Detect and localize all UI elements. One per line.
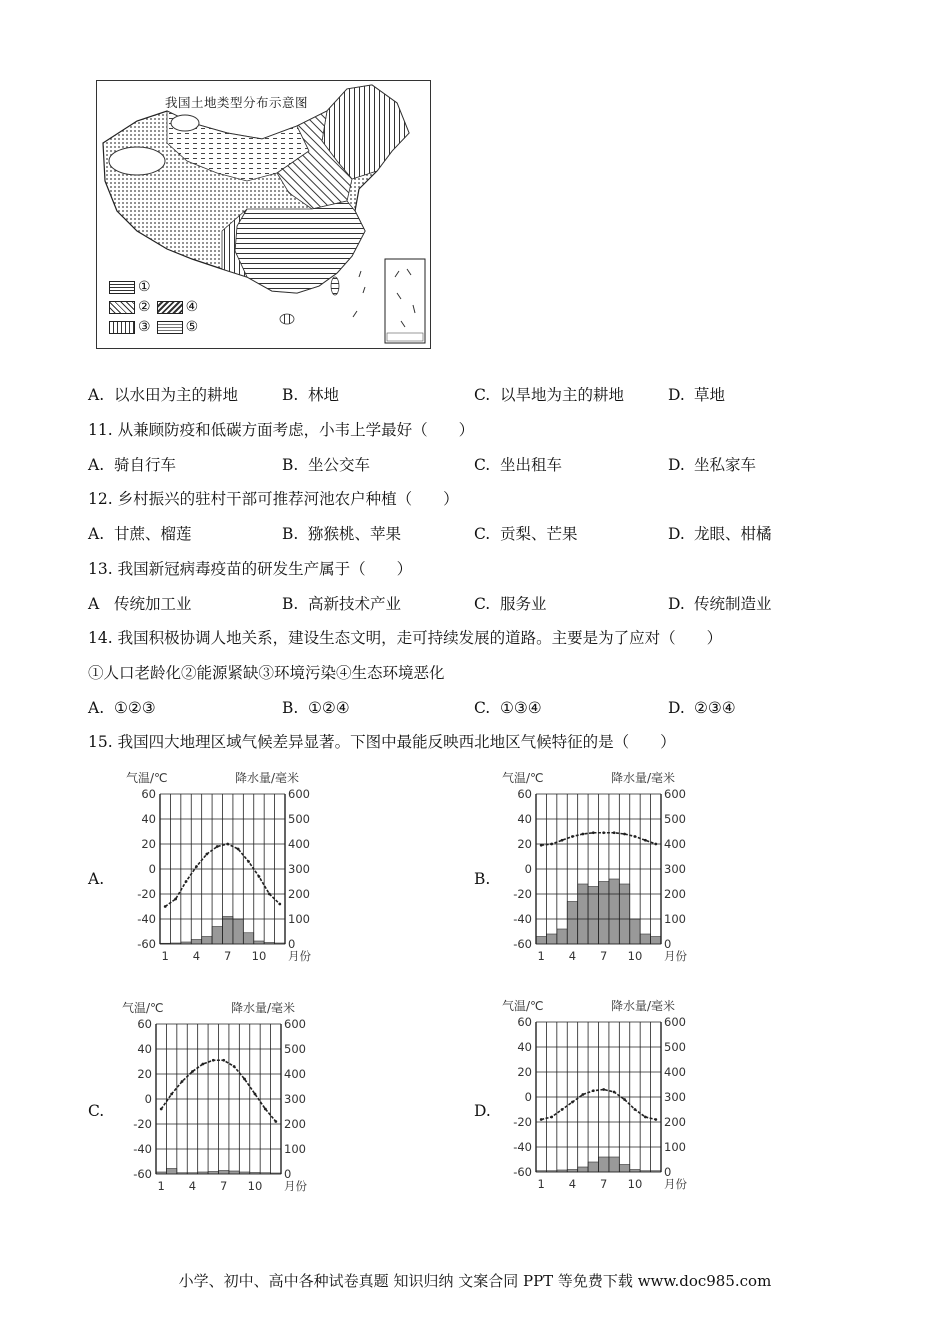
temperature-point	[592, 1089, 595, 1092]
option-key: C.	[474, 595, 491, 613]
option-text: 传统加工业	[114, 595, 192, 613]
legend-label: ②	[138, 299, 151, 315]
left-tick-label: 20	[137, 1067, 152, 1081]
option-text: 服务业	[500, 595, 547, 613]
q12-stem: 12. 乡村振兴的驻村干部可推荐河池农户种植（ ）	[88, 490, 459, 508]
legend-label: ④	[185, 299, 199, 315]
right-tick-label: 300	[284, 1092, 306, 1106]
temperature-point	[654, 1118, 657, 1121]
left-tick-label: 0	[524, 1090, 532, 1104]
temperature-point	[654, 843, 657, 846]
right-tick-label: 300	[288, 862, 310, 876]
chart-option-c-letter[interactable]: C.	[88, 1102, 105, 1120]
option-text: ①③④	[500, 699, 542, 717]
left-tick-label: -60	[137, 937, 156, 951]
chart-option-a-letter[interactable]: A.	[88, 870, 105, 888]
option-key: A.	[88, 386, 105, 404]
precip-bar	[609, 1157, 619, 1172]
precip-bar	[212, 927, 222, 945]
x-tick-label: 7	[600, 1177, 608, 1191]
precip-bar	[630, 919, 640, 944]
option-key: B.	[282, 456, 299, 474]
temperature-point	[602, 831, 605, 834]
precip-bar	[233, 919, 243, 944]
x-tick-label: 10	[627, 1177, 643, 1191]
q12-option-d[interactable]	[668, 524, 772, 544]
q13-option-b[interactable]	[282, 594, 401, 614]
option-text: 甘蔗、榴莲	[114, 525, 192, 543]
option-key: B.	[282, 525, 299, 543]
legend-label: ①	[138, 279, 151, 295]
temperature-point	[550, 843, 553, 846]
option-key: A.	[88, 525, 105, 543]
right-tick-label: 400	[664, 837, 686, 851]
legend-label: ③	[138, 319, 151, 335]
temperature-point	[191, 1070, 194, 1073]
precip-bar	[619, 1165, 629, 1173]
left-tick-label: 60	[517, 787, 532, 801]
left-tick-label: 60	[137, 1017, 152, 1031]
option-key: B.	[282, 699, 299, 717]
precip-bar	[191, 940, 201, 945]
precip-bar	[536, 937, 546, 945]
left-tick-label: -20	[133, 1117, 152, 1131]
option-key: D.	[668, 525, 685, 543]
right-tick-label: 200	[288, 887, 310, 901]
option-text: 骑自行车	[114, 456, 177, 474]
precip-bar	[578, 884, 588, 944]
legend-swatch	[109, 321, 135, 334]
right-tick-label: 100	[664, 1140, 686, 1154]
q13-option-d[interactable]	[668, 594, 772, 614]
x-tick-label: 4	[192, 949, 201, 963]
option-key: A	[88, 595, 100, 613]
legend-item-2	[109, 299, 198, 315]
x-axis-title: 月份	[288, 949, 311, 963]
precip-bar	[609, 879, 619, 944]
left-tick-label: 60	[141, 787, 156, 801]
temperature-point	[160, 1108, 163, 1111]
right-tick-label: 200	[284, 1117, 306, 1131]
left-tick-label: 40	[137, 1042, 152, 1056]
q10-option-a[interactable]	[88, 385, 238, 405]
q10-option-b[interactable]	[282, 385, 339, 405]
temperature-point	[623, 833, 626, 836]
precip-bar	[599, 882, 609, 945]
temperature-point	[226, 843, 229, 846]
option-key: B.	[282, 595, 299, 613]
option-text: 坐公交车	[308, 456, 371, 474]
legend-swatch	[157, 321, 183, 334]
temperature-point	[581, 833, 584, 836]
option-key: D.	[668, 699, 685, 717]
temperature-point	[181, 1080, 184, 1083]
right-tick-label: 100	[284, 1142, 306, 1156]
q11-option-b[interactable]	[282, 455, 370, 475]
left-tick-label: -60	[133, 1167, 152, 1181]
x-tick-label: 4	[188, 1179, 197, 1193]
temperature-point	[201, 1063, 204, 1066]
left-tick-label: -40	[133, 1142, 152, 1156]
x-tick-label: 7	[224, 949, 232, 963]
temperature-point	[222, 1059, 225, 1062]
option-key: D.	[668, 456, 685, 474]
option-text: 以水田为主的耕地	[114, 386, 239, 404]
option-text: 坐私家车	[694, 456, 757, 474]
option-text: 林地	[308, 386, 340, 404]
option-text: 猕猴桃、苹果	[308, 525, 402, 543]
right-tick-label: 400	[288, 837, 310, 851]
precip-bar	[557, 929, 567, 944]
option-text: 贡梨、芒果	[500, 525, 578, 543]
right-tick-label: 300	[664, 862, 686, 876]
temperature-point	[164, 905, 167, 908]
climate-chart-d	[496, 994, 696, 1194]
option-text: 高新技术产业	[308, 595, 402, 613]
chart-option-d-letter[interactable]: D.	[474, 1102, 491, 1120]
left-axis-title: 气温/℃	[122, 1001, 164, 1015]
x-tick-label: 4	[568, 949, 577, 963]
temperature-point	[274, 1120, 277, 1123]
right-tick-label: 400	[664, 1065, 686, 1079]
land-type-map	[96, 80, 431, 349]
map-title: 我国土地类型分布示意图	[165, 95, 309, 110]
right-tick-label: 100	[664, 912, 686, 926]
right-axis-title: 降水量/毫米	[231, 1001, 296, 1015]
temperature-point	[592, 831, 595, 834]
right-tick-label: 200	[664, 887, 686, 901]
x-axis-title: 月份	[664, 949, 687, 963]
left-tick-label: -20	[137, 887, 156, 901]
temperature-point	[561, 1108, 564, 1111]
right-tick-label: 500	[288, 812, 310, 826]
temperature-point	[634, 835, 637, 838]
option-text: 龙眼、柑橘	[694, 525, 772, 543]
right-tick-label: 500	[664, 812, 686, 826]
temperature-point	[216, 845, 219, 848]
q13-option-c[interactable]	[474, 594, 547, 614]
q14-option-b[interactable]	[282, 698, 350, 718]
x-tick-label: 7	[600, 949, 608, 963]
option-key: B.	[282, 386, 299, 404]
right-tick-label: 500	[284, 1042, 306, 1056]
q12-option-c[interactable]	[474, 524, 578, 544]
left-tick-label: 20	[517, 1065, 532, 1079]
left-tick-label: 0	[148, 862, 156, 876]
x-tick-label: 1	[161, 949, 169, 963]
x-axis-title: 月份	[284, 1179, 307, 1193]
right-axis-title: 降水量/毫米	[611, 999, 676, 1013]
q11-stem: 11. 从兼顾防疫和低碳方面考虑，小韦上学最好（ ）	[88, 421, 475, 439]
temperature-point	[571, 835, 574, 838]
page-footer: 小学、初中、高中各种试卷真题 知识归纳 文案合同 PPT 等免费下载 www.doc985.com	[178, 1272, 772, 1290]
temperature-point	[540, 1118, 543, 1121]
left-tick-label: 40	[517, 812, 532, 826]
right-tick-label: 500	[664, 1040, 686, 1054]
temperature-point	[613, 1091, 616, 1094]
q11-option-a[interactable]	[88, 455, 176, 475]
temperature-point	[613, 831, 616, 834]
temperature-point	[550, 1116, 553, 1119]
temperature-point	[540, 844, 543, 847]
option-key: C.	[474, 386, 491, 404]
right-axis-title: 降水量/毫米	[235, 771, 300, 785]
left-tick-label: 20	[517, 837, 532, 851]
right-tick-label: 600	[664, 1015, 686, 1029]
temperature-point	[581, 1093, 584, 1096]
option-text: 以旱地为主的耕地	[500, 386, 625, 404]
option-text: 坐出租车	[500, 456, 563, 474]
left-tick-label: 20	[141, 837, 156, 851]
temperature-point	[264, 1108, 267, 1111]
option-text: 传统制造业	[694, 595, 772, 613]
option-text: ②③④	[694, 699, 736, 717]
left-tick-label: 40	[517, 1040, 532, 1054]
left-tick-label: -40	[513, 1140, 532, 1154]
option-key: A.	[88, 699, 105, 717]
temperature-point	[247, 860, 250, 863]
left-tick-label: -40	[513, 912, 532, 926]
x-tick-label: 10	[627, 949, 643, 963]
x-tick-label: 4	[568, 1177, 577, 1191]
right-tick-label: 0	[664, 1165, 672, 1179]
temperature-point	[205, 853, 208, 856]
option-key: A.	[88, 456, 105, 474]
legend-swatch	[109, 301, 135, 314]
legend-swatch	[109, 281, 135, 294]
right-tick-label: 600	[288, 787, 310, 801]
temperature-point	[268, 893, 271, 896]
x-tick-label: 1	[537, 1177, 545, 1191]
q10-option-c[interactable]	[474, 385, 624, 405]
temperature-point	[185, 880, 188, 883]
x-tick-label: 1	[157, 1179, 165, 1193]
temperature-point	[634, 1108, 637, 1111]
precip-bar	[546, 934, 556, 944]
right-tick-label: 400	[284, 1067, 306, 1081]
precip-bar	[619, 884, 629, 944]
left-tick-label: 0	[524, 862, 532, 876]
temperature-point	[170, 1093, 173, 1096]
legend-swatch	[157, 301, 183, 314]
x-tick-label: 10	[247, 1179, 263, 1193]
q14-option-a[interactable]	[88, 698, 156, 718]
temperature-point	[258, 875, 261, 878]
temperature-point	[644, 1116, 647, 1119]
precip-bar	[588, 1162, 598, 1172]
temperature-point	[254, 1093, 257, 1096]
precip-bar	[588, 887, 598, 945]
left-axis-title: 气温/℃	[126, 771, 168, 785]
temperature-point	[561, 839, 564, 842]
temperature-point	[571, 1101, 574, 1104]
precip-bar	[229, 1171, 239, 1174]
temperature-point	[195, 865, 198, 868]
climate-chart-b	[496, 766, 696, 966]
left-axis-title: 气温/℃	[502, 771, 544, 785]
precip-bar	[202, 937, 212, 945]
right-tick-label: 0	[664, 937, 672, 951]
option-text: ①②③	[114, 699, 156, 717]
precip-bar	[578, 1167, 588, 1172]
q13-stem: 13. 我国新冠病毒疫苗的研发生产属于（ ）	[88, 560, 413, 578]
left-tick-label: 40	[141, 812, 156, 826]
option-text: 草地	[694, 386, 726, 404]
legend-item-3	[109, 319, 198, 335]
q14-stem: 14. 我国积极协调人地关系，建设生态文明，走可持续发展的道路。主要是为了应对（ ）	[88, 629, 723, 647]
q10-option-d[interactable]	[668, 385, 725, 405]
right-tick-label: 0	[288, 937, 296, 951]
temperature-point	[233, 1065, 236, 1068]
right-tick-label: 300	[664, 1090, 686, 1104]
legend-label: ⑤	[185, 319, 199, 335]
q11-option-c[interactable]	[474, 455, 562, 475]
left-tick-label: -20	[513, 887, 532, 901]
option-key: C.	[474, 699, 491, 717]
left-tick-label: -60	[513, 1165, 532, 1179]
temperature-point	[644, 839, 647, 842]
temperature-point	[212, 1059, 215, 1062]
q11-option-d[interactable]	[668, 455, 756, 475]
x-axis-title: 月份	[664, 1177, 687, 1191]
precip-bar	[640, 934, 650, 944]
precip-bar	[599, 1157, 609, 1172]
temperature-point	[623, 1098, 626, 1101]
left-tick-label: -60	[513, 937, 532, 951]
option-key: D.	[668, 386, 685, 404]
option-key: C.	[474, 525, 491, 543]
left-tick-label: -20	[513, 1115, 532, 1129]
q12-option-a[interactable]	[88, 524, 192, 544]
right-tick-label: 100	[288, 912, 310, 926]
right-tick-label: 200	[664, 1115, 686, 1129]
q14-statements: ①人口老龄化②能源紧缺③环境污染④生态环境恶化	[88, 664, 445, 682]
left-tick-label: 60	[517, 1015, 532, 1029]
climate-chart-a	[120, 766, 320, 966]
left-tick-label: -40	[137, 912, 156, 926]
precip-bar	[651, 937, 661, 945]
precip-bar	[223, 917, 233, 945]
q14-option-d[interactable]	[668, 698, 736, 718]
temperature-point	[602, 1088, 605, 1091]
q13-option-a[interactable]	[88, 594, 192, 614]
right-tick-label: 600	[664, 787, 686, 801]
temperature-point	[174, 898, 177, 901]
temperature-point	[278, 903, 281, 906]
precip-bar	[166, 1169, 176, 1175]
precip-bar	[219, 1171, 229, 1175]
x-tick-label: 1	[537, 949, 545, 963]
right-tick-label: 600	[284, 1017, 306, 1031]
right-axis-title: 降水量/毫米	[611, 771, 676, 785]
right-tick-label: 0	[284, 1167, 292, 1181]
legend-item-1	[109, 279, 151, 295]
q12-option-b[interactable]	[282, 524, 401, 544]
temperature-point	[243, 1078, 246, 1081]
x-tick-label: 10	[251, 949, 267, 963]
q14-option-c[interactable]	[474, 698, 542, 718]
temperature-point	[237, 848, 240, 851]
option-text: ①②④	[308, 699, 350, 717]
left-axis-title: 气温/℃	[502, 999, 544, 1013]
precip-bar	[243, 933, 253, 944]
left-tick-label: 0	[144, 1092, 152, 1106]
q15-stem: 15. 我国四大地理区域气候差异显著。下图中最能反映西北地区气候特征的是（ ）	[88, 733, 676, 751]
precip-bar	[254, 941, 264, 944]
precip-bar	[567, 902, 577, 945]
x-tick-label: 7	[220, 1179, 228, 1193]
climate-chart-c	[116, 996, 316, 1196]
option-key: C.	[474, 456, 491, 474]
chart-option-b-letter[interactable]: B.	[474, 870, 491, 888]
option-key: D.	[668, 595, 685, 613]
